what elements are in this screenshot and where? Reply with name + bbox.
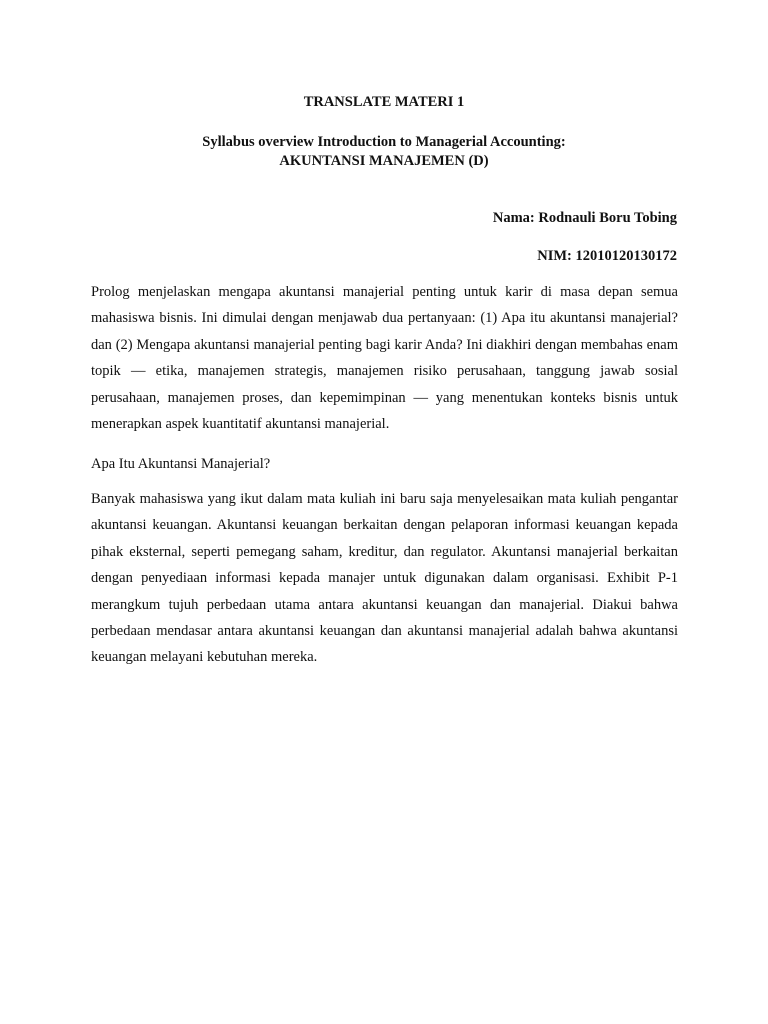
student-nim: NIM: 12010120130172 — [537, 248, 677, 264]
document-subtitle-line2: AKUNTANSI MANAJEMEN (D) — [279, 153, 489, 169]
paragraph-body: Banyak mahasiswa yang ikut dalam mata kuliah ini baru saja menyelesaikan mata kuliah pengantar akuntansi keuangan. Akuntansi keuangan berkaitan dengan pelaporan informasi keuangan kepada pihak eksternal, seperti pemegang saham, kreditur, dan regulator. Akuntansi manajerial berkaitan dengan penyediaan informasi kepada manajer untuk digunakan dalam organisasi. Exhibit P-1 merangkum tujuh perbedaan utama antara akuntansi keuangan dan manajerial. Diakui bahwa perbedaan mendasar antara akuntansi keuangan dan akuntansi manajerial adalah bahwa akuntansi keuangan melayani kebutuhan mereka. — [91, 491, 678, 666]
paragraph-prolog: Prolog menjelaskan mengapa akuntansi manajerial penting untuk karir di masa depan semua mahasiswa bisnis. Ini dimulai dengan menjawab dua pertanyaan: (1) Apa itu akuntansi manajerial? dan (2) Mengapa akuntansi manajerial penting bagi karir Anda? Ini diakhiri dengan membahas enam topik — etika, manajemen strategis, manajemen risiko perusahaan, tanggung jawab sosial perusahaan, manajemen proses, dan kepemimpinan — yang menentukan konteks bisnis untuk menerapkan aspek kuantitatif akuntansi manajerial. — [91, 284, 678, 433]
section-heading: Apa Itu Akuntansi Manajerial? — [91, 456, 271, 472]
document-title: TRANSLATE MATERI 1 — [303, 94, 465, 110]
student-name: Nama: Rodnauli Boru Tobing — [492, 210, 677, 226]
document-subtitle-line1: Syllabus overview Introduction to Managerial Accounting: — [202, 134, 566, 150]
